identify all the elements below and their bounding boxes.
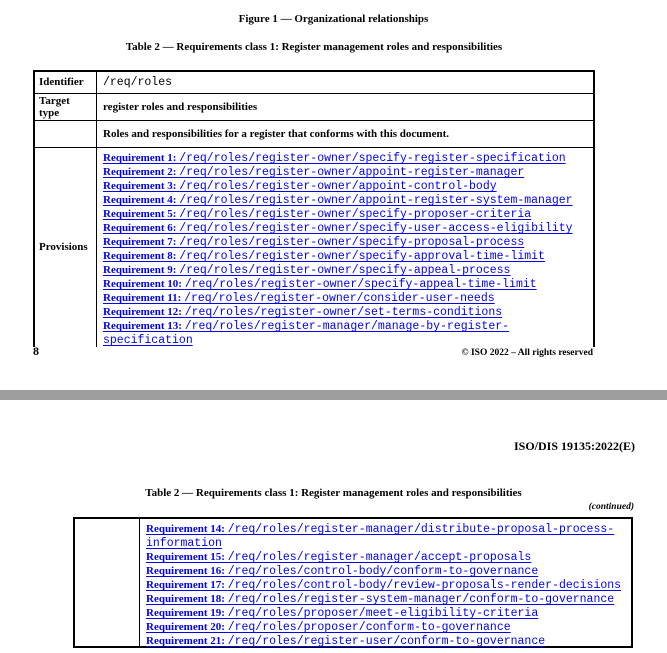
requirement-link-line: [103, 221, 589, 235]
page-separator: [0, 390, 667, 400]
requirement-path: /req/roles/register-owner/specify-appeal-time-limit: [184, 278, 537, 291]
requirement-number-label: Requirement 10:: [103, 278, 185, 290]
requirement-path: specification: [103, 334, 193, 347]
requirement-number-label: Requirement 14:: [146, 523, 228, 535]
requirement-link[interactable]: [103, 264, 510, 276]
requirement-link-line: [146, 522, 627, 536]
table-2-caption: Table 2 — Requirements class 1: Register management roles and responsibilities: [125, 41, 503, 53]
requirement-link[interactable]: [146, 593, 614, 605]
requirement-link[interactable]: [103, 180, 497, 192]
requirement-link[interactable]: [103, 320, 509, 332]
requirement-link-line: [146, 564, 627, 578]
requirement-path: /req/roles/register-manager/accept-proposals: [227, 551, 532, 564]
page-number: 8: [33, 344, 39, 358]
requirement-path: /req/roles/proposer/meet-eligibility-criteria: [227, 607, 539, 620]
requirement-link-line: [103, 291, 589, 305]
requirement-path: /req/roles/register-owner/specify-register-specification: [179, 152, 566, 165]
requirement-link[interactable]: [146, 635, 545, 647]
requirement-link-line: [146, 578, 627, 592]
requirement-link-line: [103, 319, 589, 333]
requirement-path: /req/roles/register-user/conform-to-governance: [227, 635, 546, 648]
requirement-link-line: [103, 193, 589, 207]
requirement-path: /req/roles/register-manager/manage-by-register-: [184, 320, 510, 333]
requirement-path: /req/roles/control-body/conform-to-governance: [227, 565, 539, 578]
requirement-link-line: [103, 277, 589, 291]
requirement-link[interactable]: [146, 537, 222, 549]
requirement-link[interactable]: [146, 607, 538, 619]
requirement-number-label: Requirement 20:: [146, 621, 228, 633]
requirement-number-label: Requirement 8:: [103, 250, 180, 262]
requirement-link[interactable]: [103, 292, 495, 304]
requirement-link[interactable]: [146, 523, 614, 535]
requirement-link[interactable]: [103, 278, 537, 290]
identifier-row: [35, 72, 593, 93]
requirement-path: /req/roles/register-system-manager/conform-to-governance: [227, 593, 615, 606]
requirement-link-line: [103, 207, 589, 221]
requirement-link-line: [146, 620, 627, 634]
requirement-path: /req/roles/register-owner/specify-user-access-eligibility: [179, 222, 573, 235]
description-label-cell: [35, 121, 97, 147]
continued-label: (continued): [588, 502, 634, 512]
requirement-link-line: [103, 179, 589, 193]
requirement-number-label: Requirement 9:: [103, 264, 180, 276]
identifier-value-cell: /req/roles: [103, 76, 173, 89]
target-type-value-cell: register roles and responsibilities: [103, 101, 258, 113]
requirement-number-label: Requirement 11:: [103, 292, 185, 304]
description-value-cell: Roles and responsibilities for a register that conforms with this document.: [103, 128, 449, 140]
requirement-link[interactable]: [103, 208, 531, 220]
requirement-path: /req/roles/register-owner/specify-proposal-process: [179, 236, 525, 249]
requirement-path: /req/roles/register-owner/specify-appeal-process: [179, 264, 511, 277]
requirement-link-line: [103, 235, 589, 249]
provisions-links-cell: [140, 519, 631, 646]
requirement-number-label: Requirement 7:: [103, 236, 180, 248]
requirement-path: /req/roles/register-owner/appoint-control-body: [179, 180, 497, 193]
provisions-label-cell: Provisions: [35, 148, 97, 347]
requirement-path: /req/roles/register-owner/appoint-register-system-manager: [179, 194, 573, 207]
requirement-path: /req/roles/register-owner/specify-proposer-criteria: [179, 208, 532, 221]
requirement-path: /req/roles/register-owner/specify-approval-time-limit: [179, 250, 545, 263]
target-type-label-cell: Target type: [35, 94, 97, 120]
requirement-link[interactable]: [103, 222, 573, 234]
requirements-table-page1: [33, 70, 595, 347]
requirement-number-label: Requirement 1:: [103, 152, 180, 164]
requirement-link-line: [146, 606, 627, 620]
requirement-link-line: [103, 165, 589, 179]
copyright-notice: © ISO 2022 – All rights reserved: [461, 348, 593, 358]
requirement-number-label: Requirement 15:: [146, 551, 228, 563]
table-2-caption-continued: Table 2 — Requirements class 1: Register management roles and responsibilities: [145, 487, 522, 499]
requirement-link-line: [146, 634, 627, 648]
requirement-number-label: Requirement 17:: [146, 579, 228, 591]
doc-id-header: ISO/DIS 19135:2022(E): [513, 439, 635, 453]
requirement-link-line: [146, 592, 627, 606]
provisions-row: [35, 147, 593, 347]
requirement-path: information: [146, 537, 222, 550]
requirement-number-label: Requirement 2:: [103, 166, 180, 178]
requirement-path: /req/roles/register-owner/appoint-register-manager: [179, 166, 525, 179]
requirement-number-label: Requirement 18:: [146, 593, 228, 605]
requirement-path: /req/roles/control-body/review-proposals-render-decisions: [227, 579, 622, 592]
requirement-link-line: [146, 536, 627, 550]
requirement-link[interactable]: [103, 194, 573, 206]
requirement-number-label: Requirement 16:: [146, 565, 228, 577]
requirement-link[interactable]: [103, 152, 566, 164]
requirement-link[interactable]: [103, 166, 524, 178]
requirement-link[interactable]: [146, 579, 621, 591]
requirement-link[interactable]: [103, 306, 502, 318]
requirement-link-line: [103, 151, 589, 165]
requirement-link-line: [103, 249, 589, 263]
requirement-link-line: [103, 263, 589, 277]
requirement-link[interactable]: [103, 236, 524, 248]
requirement-path: /req/roles/register-owner/set-terms-conditions: [184, 306, 503, 319]
requirement-link[interactable]: [146, 621, 511, 633]
requirement-number-label: Requirement 4:: [103, 194, 180, 206]
requirement-number-label: Requirement 21:: [146, 635, 228, 647]
requirement-number-label: Requirement 3:: [103, 180, 180, 192]
identifier-label-cell: Identifier: [35, 72, 97, 93]
requirement-link-line: [146, 550, 627, 564]
description-row: [35, 120, 593, 147]
requirement-link-line: [103, 333, 589, 347]
requirement-link[interactable]: [103, 334, 193, 346]
requirement-path: /req/roles/proposer/conform-to-governance: [227, 621, 511, 634]
requirement-link[interactable]: [146, 565, 538, 577]
requirement-path: /req/roles/register-manager/distribute-proposal-process-: [227, 523, 615, 536]
requirement-link[interactable]: [146, 551, 531, 563]
requirement-number-label: Requirement 12:: [103, 306, 185, 318]
requirement-number-label: Requirement 19:: [146, 607, 228, 619]
requirement-link-line: [103, 305, 589, 319]
provisions-label-cell-empty: [75, 519, 140, 646]
target-type-row: [35, 93, 593, 120]
requirement-number-label: Requirement 13:: [103, 320, 185, 332]
requirements-table-page2: [73, 517, 633, 648]
requirement-number-label: Requirement 5:: [103, 208, 180, 220]
requirement-link[interactable]: [103, 250, 545, 262]
requirement-path: /req/roles/register-owner/consider-user-needs: [184, 292, 495, 305]
figure-1-caption: Figure 1 — Organizational relationships: [238, 13, 429, 25]
requirement-number-label: Requirement 6:: [103, 222, 180, 234]
provisions-links-cell: [97, 148, 593, 347]
